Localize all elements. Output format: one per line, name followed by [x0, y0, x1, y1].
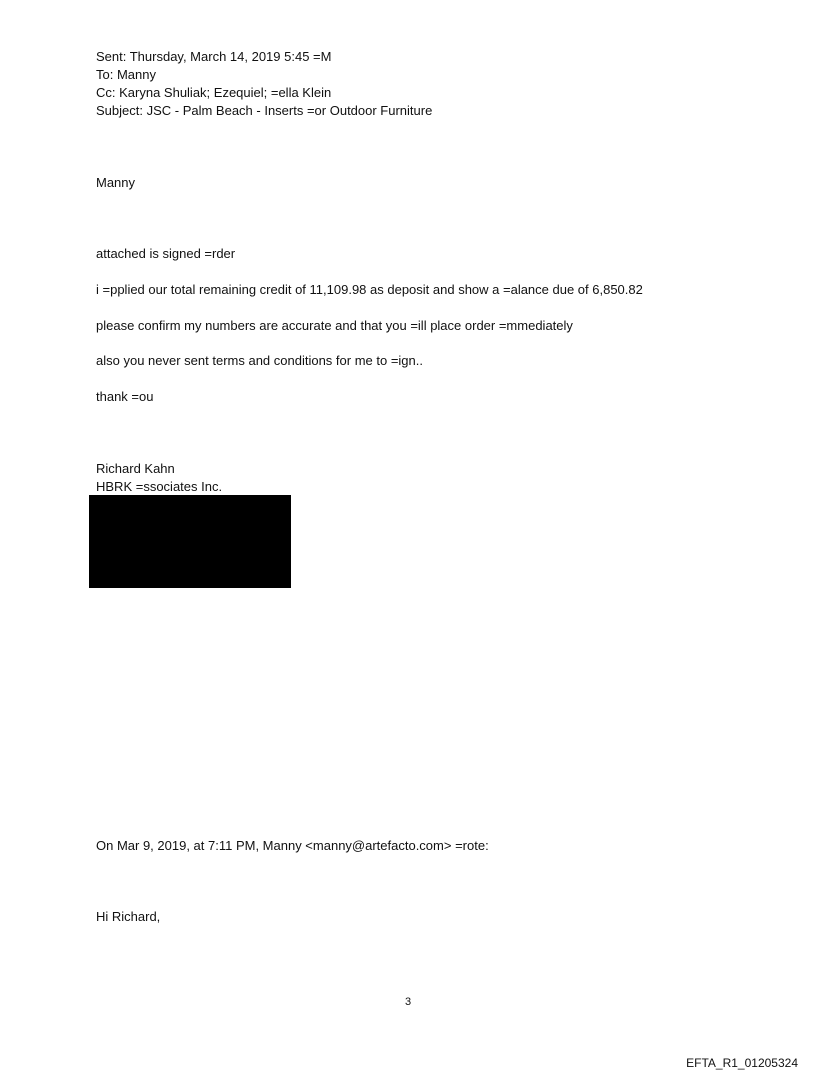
body-greeting: Manny	[96, 175, 136, 190]
page-number: 3	[404, 996, 412, 1008]
document-id: EFTA_R1_01205324	[686, 1056, 798, 1070]
body-line-4: also you never sent terms and conditions for me to =ign..	[96, 353, 423, 368]
body-line-3: please confirm my numbers are accurate and that you =ill place order =mmediately	[96, 318, 573, 333]
body-line-5: thank =ou	[96, 389, 154, 404]
email-cc-line: Cc: Karyna Shuliak; Ezequiel; =ella Klein	[96, 85, 332, 100]
body-line-1: attached is signed =rder	[96, 246, 236, 261]
signature-name: Richard Kahn	[96, 461, 175, 476]
email-sent-line: Sent: Thursday, March 14, 2019 5:45 =M	[96, 49, 332, 64]
email-subject-line: Subject: JSC - Palm Beach - Inserts =or Outdoor Furniture	[96, 103, 433, 118]
body-line-2: i =pplied our total remaining credit of 11,109.98 as deposit and show a =alance due of 6,850.82	[96, 282, 643, 297]
signature-company: HBRK =ssociates Inc.	[96, 479, 223, 494]
quoted-attribution: On Mar 9, 2019, at 7:11 PM, Manny <manny@artefacto.com> =rote:	[96, 838, 489, 853]
email-to-line: To: Manny	[96, 67, 156, 82]
redaction-block	[89, 495, 291, 588]
quoted-greeting: Hi Richard,	[96, 909, 161, 924]
